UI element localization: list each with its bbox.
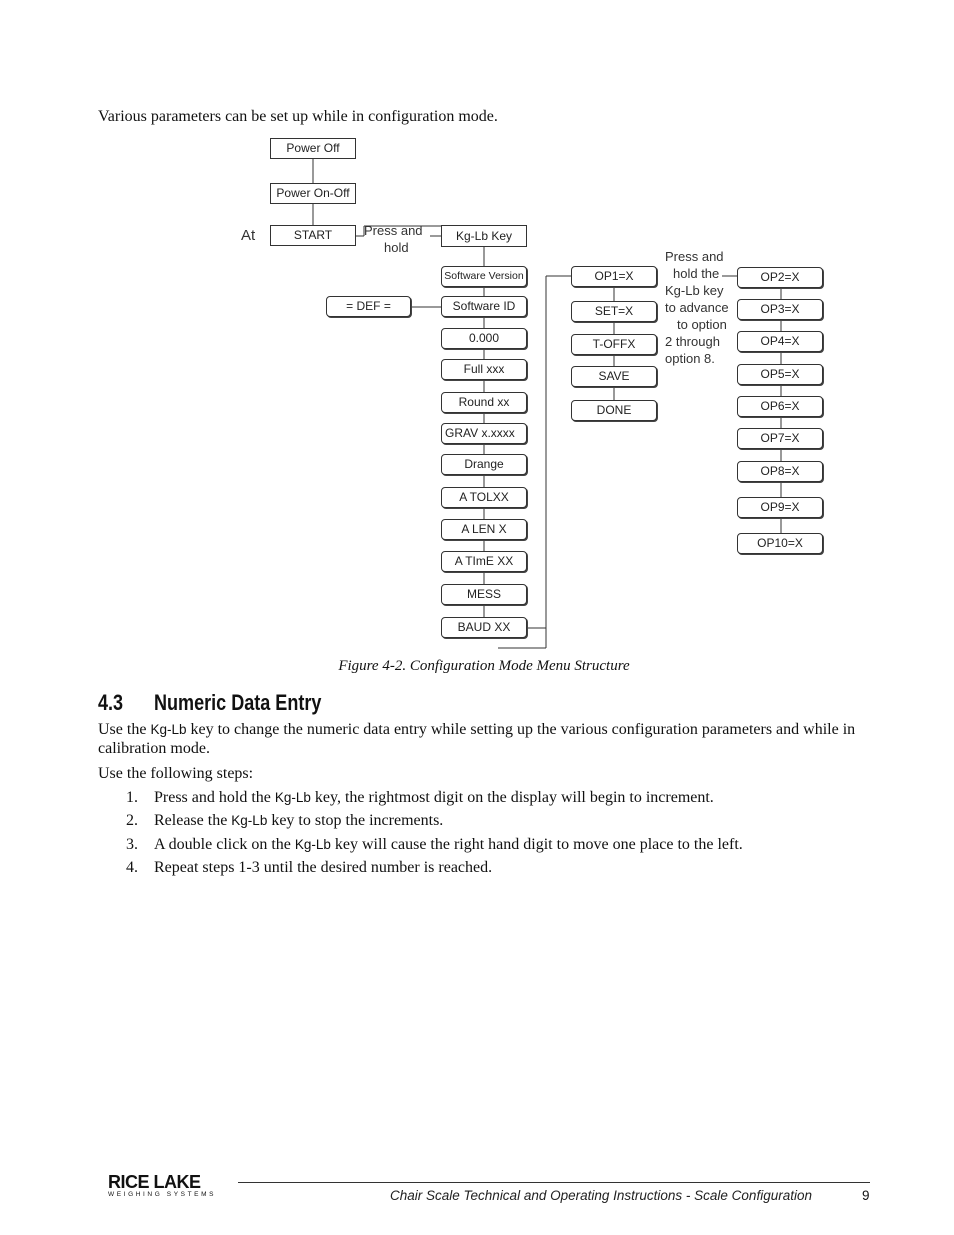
section-title: Numeric Data Entry <box>154 690 322 715</box>
menu-item-grav: GRAV x.xxxx <box>441 423 527 444</box>
submenu-item-save: SAVE <box>571 366 657 387</box>
step-2-text-b: key to stop the increments. <box>267 812 444 829</box>
note-line-5: to option <box>677 317 727 332</box>
step-1-key: Kg-Lb <box>274 790 311 805</box>
submenu-item-t-off: T-OFFX <box>571 334 657 355</box>
kg-lb-key-box: Kg-Lb Key <box>441 225 527 247</box>
menu-item-a-len: A LEN X <box>441 519 527 540</box>
press-and-hold-label-line2: hold <box>384 240 409 255</box>
submenu-item-op1: OP1=X <box>571 266 657 287</box>
rice-lake-logo <box>108 1172 234 1206</box>
option-item-op10: OP10=X <box>737 533 823 554</box>
note-line-1: Press and <box>665 249 724 264</box>
step-3-number: 3. <box>126 836 138 853</box>
footer-document-title: Chair Scale Technical and Operating Instructions - Scale Configuration <box>390 1188 812 1203</box>
option-item-op7: OP7=X <box>737 428 823 449</box>
menu-item-round: Round xx <box>441 392 527 413</box>
option-item-op2: OP2=X <box>737 267 823 288</box>
def-box: = DEF = <box>326 296 411 317</box>
menu-item-baud: BAUD XX <box>441 617 527 638</box>
note-line-3: Kg-Lb key <box>665 283 724 298</box>
menu-item-a-tol: A TOLXX <box>441 487 527 508</box>
menu-item-a-time: A TImE XX <box>441 551 527 572</box>
power-on-off-box: Power On-Off <box>270 183 356 204</box>
note-line-4: to advance <box>665 300 729 315</box>
footer-rule <box>238 1182 870 1183</box>
step-3-text-a: A double click on the <box>154 836 295 853</box>
logo-wordmark: RICE LAKE <box>108 1172 201 1192</box>
p1-text-b: key to change the numeric data entry while setting up the various configuration parameters and while in calibration mode. <box>98 721 856 757</box>
step-2-number: 2. <box>126 812 138 829</box>
menu-item-mess: MESS <box>441 584 527 605</box>
option-item-op3: OP3=X <box>737 299 823 320</box>
step-3-text-b: key will cause the right hand digit to move one place to the left. <box>330 836 743 853</box>
at-label: At <box>241 227 256 244</box>
submenu-item-done: DONE <box>571 400 657 421</box>
note-line-6: 2 through <box>665 334 720 349</box>
p1-key: Kg-Lb <box>150 722 187 737</box>
step-1-text-b: key, the rightmost digit on the display will begin to increment. <box>310 789 714 806</box>
step-1-text-a: Press and hold the <box>154 789 275 806</box>
section-number: 4.3 <box>98 690 124 715</box>
step-1-text <box>154 789 714 807</box>
step-2-text <box>154 812 443 830</box>
option-item-op4: OP4=X <box>737 331 823 352</box>
menu-item-drange: Drange <box>441 454 527 475</box>
logo-subtitle: WEIGHING SYSTEMS <box>108 1191 217 1198</box>
start-box: START <box>270 225 356 246</box>
step-1-number: 1. <box>126 789 138 806</box>
note-line-7: option 8. <box>665 351 715 366</box>
step-4-text-a: Repeat steps 1-3 until the desired number is reached. <box>154 859 493 876</box>
menu-item-full: Full xxx <box>441 359 527 380</box>
p1-text-a: Use the <box>98 721 151 738</box>
step-2-text-a: Release the <box>154 812 232 829</box>
menu-item-software-id: Software ID <box>441 296 527 317</box>
step-2-key: Kg-Lb <box>231 813 268 828</box>
page-number: 9 <box>862 1188 870 1203</box>
figure-caption: Figure 4-2. Configuration Mode Menu Structure <box>338 658 630 674</box>
step-4-text <box>154 859 492 877</box>
intro-paragraph: Various parameters can be set up while in configuration mode. <box>98 108 498 125</box>
submenu-item-set: SET=X <box>571 301 657 322</box>
power-off-box: Power Off <box>270 138 356 159</box>
menu-item-zero: 0.000 <box>441 328 527 349</box>
body-paragraph-2: Use the following steps: <box>98 765 254 782</box>
step-3-key: Kg-Lb <box>294 837 331 852</box>
press-and-hold-label-line1: Press and <box>364 223 423 238</box>
step-3-text <box>154 836 743 854</box>
option-item-op6: OP6=X <box>737 396 823 417</box>
option-item-op8: OP8=X <box>737 461 823 482</box>
option-item-op9: OP9=X <box>737 497 823 518</box>
menu-item-software-version: Software Version <box>441 266 527 287</box>
note-line-2: hold the <box>673 266 720 281</box>
option-item-op5: OP5=X <box>737 364 823 385</box>
step-4-number: 4. <box>126 859 138 876</box>
body-paragraph-1 <box>98 720 872 758</box>
